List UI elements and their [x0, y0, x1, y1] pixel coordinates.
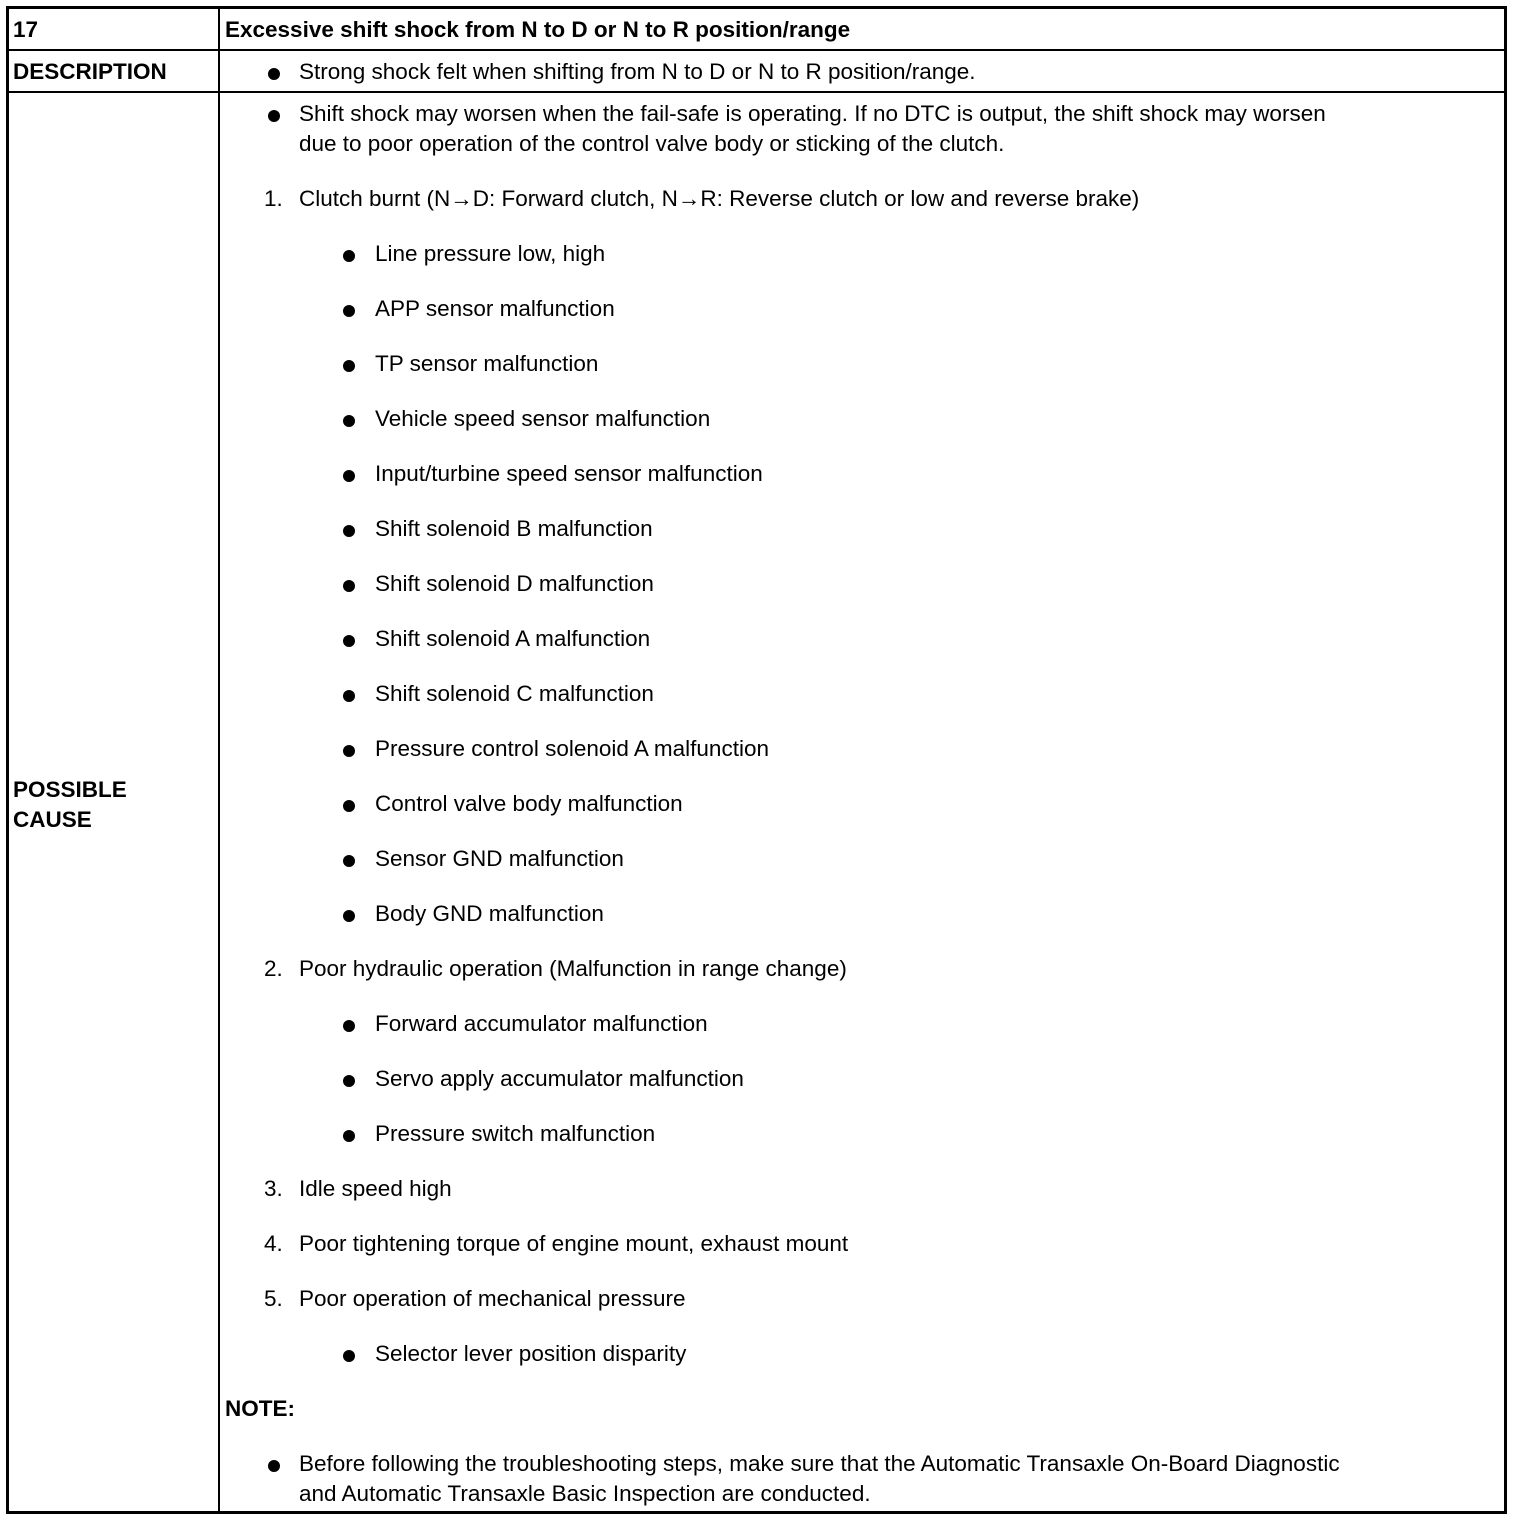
- cause-sub-item: Body GND malfunction: [375, 901, 604, 926]
- cause-text: Idle speed high: [299, 1176, 452, 1201]
- cause-sub-item: Vehicle speed sensor malfunction: [375, 406, 711, 431]
- symptom-title: Excessive shift shock from N to D or N to R position/range: [225, 17, 851, 42]
- cause-sub-item: Pressure switch malfunction: [375, 1121, 656, 1146]
- row-divider-description: [9, 91, 1504, 93]
- cause-intro-line2: due to poor operation of the control valve body or sticking of the clutch.: [299, 131, 1005, 156]
- cause-number: 3.: [264, 1176, 283, 1201]
- bullet-icon: [343, 910, 355, 922]
- cause-sub-item: TP sensor malfunction: [375, 351, 599, 376]
- cause-sub-item: Input/turbine speed sensor malfunction: [375, 461, 763, 486]
- cause-text: Clutch burnt (N→D: Forward clutch, N→R: Reverse clutch or low and reverse brake): [299, 186, 1140, 211]
- bullet-icon: [343, 525, 355, 537]
- bullet-icon: [343, 250, 355, 262]
- cause-sub-item: Shift solenoid D malfunction: [375, 571, 654, 596]
- possible-cause-label-line2: CAUSE: [13, 807, 92, 832]
- bullet-icon: [343, 800, 355, 812]
- cause-sub-item: Line pressure low, high: [375, 241, 606, 266]
- bullet-icon: [343, 470, 355, 482]
- bullet-icon: [343, 1020, 355, 1032]
- bullet-icon: [343, 690, 355, 702]
- bullet-icon: [343, 415, 355, 427]
- description-label: DESCRIPTION: [13, 59, 167, 84]
- cause-sub-item: APP sensor malfunction: [375, 296, 615, 321]
- bullet-icon: [343, 1075, 355, 1087]
- cause-sub-item: Control valve body malfunction: [375, 791, 683, 816]
- description-text: Strong shock felt when shifting from N to D or N to R position/range.: [299, 59, 976, 84]
- note-text-line2: and Automatic Transaxle Basic Inspection are conducted.: [299, 1481, 871, 1506]
- symptom-table: [6, 6, 1507, 1514]
- bullet-icon: [268, 1460, 280, 1472]
- row-divider-header: [9, 49, 1504, 51]
- cause-sub-item: Selector lever position disparity: [375, 1341, 687, 1366]
- cause-number: 4.: [264, 1231, 283, 1256]
- cause-sub-item: Pressure control solenoid A malfunction: [375, 736, 769, 761]
- bullet-icon: [343, 635, 355, 647]
- cause-number: 1.: [264, 186, 283, 211]
- bullet-icon: [343, 1130, 355, 1142]
- bullet-icon: [343, 360, 355, 372]
- bullet-icon: [343, 1350, 355, 1362]
- cause-sub-item: Forward accumulator malfunction: [375, 1011, 708, 1036]
- cause-intro-line1: Shift shock may worsen when the fail-safe is operating. If no DTC is output, the shift shock may worsen: [299, 101, 1326, 126]
- cause-number: 5.: [264, 1286, 283, 1311]
- cause-sub-item: Shift solenoid B malfunction: [375, 516, 653, 541]
- bullet-icon: [343, 305, 355, 317]
- column-divider: [218, 9, 220, 1511]
- cause-text: Poor hydraulic operation (Malfunction in range change): [299, 956, 847, 981]
- bullet-icon: [268, 110, 280, 122]
- cause-sub-item: Sensor GND malfunction: [375, 846, 624, 871]
- cause-text: Poor tightening torque of engine mount, exhaust mount: [299, 1231, 849, 1256]
- symptom-number: 17: [13, 17, 39, 42]
- note-text-line1: Before following the troubleshooting steps, make sure that the Automatic Transaxle On-Board Diagnostic: [299, 1451, 1340, 1476]
- bullet-icon: [343, 855, 355, 867]
- cause-sub-item: Shift solenoid A malfunction: [375, 626, 651, 651]
- bullet-icon: [268, 68, 280, 80]
- cause-sub-item: Shift solenoid C malfunction: [375, 681, 654, 706]
- bullet-icon: [343, 745, 355, 757]
- bullet-icon: [343, 580, 355, 592]
- cause-sub-item: Servo apply accumulator malfunction: [375, 1066, 744, 1091]
- cause-text: Poor operation of mechanical pressure: [299, 1286, 686, 1311]
- cause-number: 2.: [264, 956, 283, 981]
- possible-cause-label-line1: POSSIBLE: [13, 777, 127, 802]
- note-label: NOTE:: [225, 1396, 295, 1421]
